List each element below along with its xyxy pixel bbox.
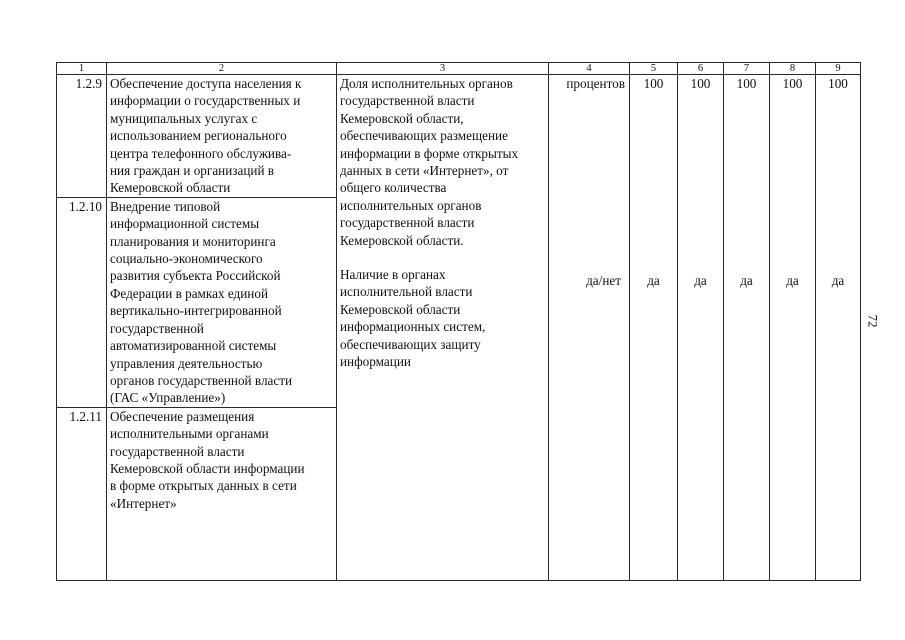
indicator-line: Кемеровской области. bbox=[340, 232, 464, 248]
measure-line: Внедрение типовой bbox=[110, 198, 221, 214]
measure-line: использованием регионального bbox=[110, 128, 287, 144]
value-cell bbox=[630, 75, 678, 581]
indicator-line: данных в сети «Интернет», от bbox=[340, 163, 509, 179]
indicator-cell bbox=[337, 75, 549, 581]
indicators-table bbox=[56, 62, 861, 581]
row-number: 1.2.10 bbox=[57, 197, 107, 407]
measure-cell bbox=[107, 197, 337, 407]
measure-line: исполнительными органами bbox=[110, 426, 269, 442]
indicator-line: исполнительных органов bbox=[340, 197, 482, 213]
column-number: 5 bbox=[630, 63, 678, 75]
measure-line: Кемеровской области информации bbox=[110, 460, 305, 476]
measure-line: информации о государственных и bbox=[110, 93, 301, 109]
column-number: 1 bbox=[57, 63, 107, 75]
value-cell bbox=[770, 75, 816, 581]
indicator-line: Кемеровской области bbox=[340, 301, 461, 317]
column-number: 6 bbox=[678, 63, 724, 75]
indicator-line: информации bbox=[340, 354, 411, 370]
measure-line: ния граждан и организаций в bbox=[110, 163, 275, 179]
measure-line: Обеспечение доступа населения к bbox=[110, 76, 302, 91]
value: да bbox=[740, 273, 753, 288]
measure-line: Федерации в рамках единой bbox=[110, 285, 268, 301]
measure-line: автоматизированной системы bbox=[110, 338, 277, 354]
unit-value: процентов bbox=[566, 76, 625, 91]
measure-line: муниципальных услугах с bbox=[110, 110, 258, 126]
indicator-line: информационных систем, bbox=[340, 319, 486, 335]
measure-cell bbox=[107, 75, 337, 198]
measure-line: информационной системы bbox=[110, 216, 260, 232]
measure-cell bbox=[107, 407, 337, 580]
unit-cell bbox=[549, 75, 630, 581]
measure-line: государственной bbox=[110, 320, 204, 336]
indicator-line: Наличие в органах bbox=[340, 267, 446, 283]
measure-line: «Интернет» bbox=[110, 495, 177, 511]
indicator-line: общего количества bbox=[340, 180, 447, 196]
value-cell bbox=[724, 75, 770, 581]
value: 100 bbox=[782, 76, 803, 91]
measure-line: государственной власти bbox=[110, 443, 245, 459]
indicator-line: обеспечивающих размещение bbox=[340, 128, 508, 144]
measure-line: Обеспечение размещения bbox=[110, 408, 255, 424]
indicator-line: Доля исполнительных органов bbox=[340, 76, 513, 91]
indicator-line: Кемеровской области, bbox=[340, 110, 464, 126]
value: да bbox=[786, 273, 799, 288]
value: да bbox=[831, 273, 845, 288]
measure-line: в форме открытых данных в сети bbox=[110, 478, 297, 494]
value: 100 bbox=[736, 76, 757, 91]
indicator-line: государственной власти bbox=[340, 215, 475, 231]
column-number: 2 bbox=[107, 63, 337, 75]
column-numbers-row bbox=[57, 63, 861, 75]
indicator-line: исполнительной власти bbox=[340, 284, 473, 300]
table-row bbox=[57, 75, 861, 198]
value: 100 bbox=[643, 76, 664, 91]
measure-line: вертикально-интегрированной bbox=[110, 303, 282, 319]
measure-line: планирования и мониторинга bbox=[110, 233, 276, 249]
measure-line: центра телефонного обслужива- bbox=[110, 145, 292, 161]
measure-line: (ГАС «Управление») bbox=[110, 390, 226, 406]
measure-line: развития субъекта Российской bbox=[110, 268, 281, 284]
column-number: 7 bbox=[724, 63, 770, 75]
value: да bbox=[647, 273, 660, 288]
measure-line: органов государственной власти bbox=[110, 372, 293, 388]
value: 100 bbox=[828, 76, 848, 91]
column-number: 9 bbox=[816, 63, 861, 75]
value: да bbox=[694, 273, 707, 288]
column-number: 4 bbox=[549, 63, 630, 75]
measure-line: социально-экономического bbox=[110, 251, 263, 267]
indicator-line: обеспечивающих защиту bbox=[340, 336, 481, 352]
column-number: 8 bbox=[770, 63, 816, 75]
measure-line: Кемеровской области bbox=[110, 180, 231, 196]
column-number: 3 bbox=[337, 63, 549, 75]
value-cell bbox=[678, 75, 724, 581]
indicator-line: государственной власти bbox=[340, 93, 475, 109]
row-number: 1.2.9 bbox=[57, 75, 107, 198]
page-number: 72 bbox=[865, 314, 881, 328]
indicator-line: информации в форме открытых bbox=[340, 145, 519, 161]
value-cell bbox=[816, 75, 861, 581]
measure-line: управления деятельностью bbox=[110, 355, 263, 371]
unit-value: да/нет bbox=[586, 273, 621, 288]
row-number: 1.2.11 bbox=[57, 407, 107, 580]
value: 100 bbox=[690, 76, 711, 91]
